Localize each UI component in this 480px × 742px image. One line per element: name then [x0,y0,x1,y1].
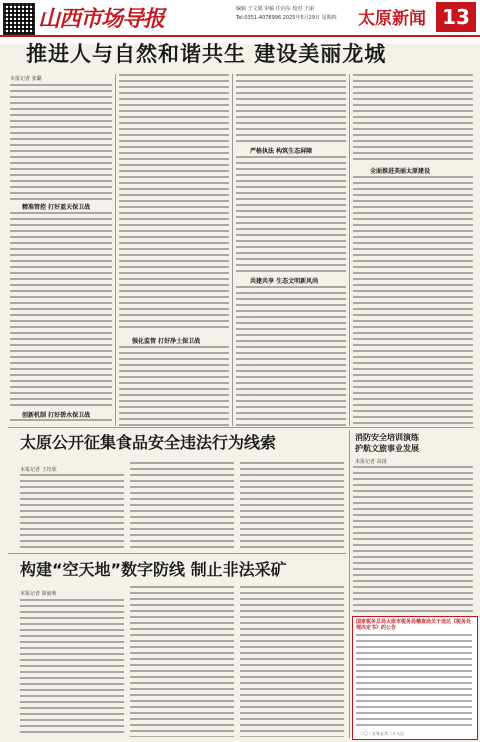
subhead-6: 全面推进美丽太原建设 [370,168,431,175]
main-text-col3-a [236,74,346,144]
main-byline: 本报记者 张璐 [10,76,42,82]
article4-headline-line1: 消防安全培训演练 [355,433,419,442]
article3-text-col1 [20,599,124,737]
article4-headline-line2: 护航文旅事业发展 [355,444,419,453]
tax-notice-text [356,634,472,728]
main-text-col2-b [119,346,229,426]
article3-headline: 构建“空天地”数字防线 制止非法采矿 [20,560,287,579]
col-rule-3 [349,74,350,426]
section-rule-2 [8,553,346,554]
main-text-col1-c [10,419,112,425]
article4-headline [355,432,419,454]
col-rule-right [349,430,350,738]
article2-text-col2 [130,462,234,550]
main-text-col2-a [119,74,229,332]
editor-line: 编辑 王文娟 审稿 任向东 校对 王丽 [236,6,314,12]
tax-notice-title: 国家税务总局太原市税务局稽查局关于送达《税务处理决定书》的公告 [356,619,472,631]
main-text-col4-a [353,74,473,164]
main-text-col3-b [236,156,346,274]
section-rule-1 [8,427,474,428]
article3-text-col2 [130,586,234,737]
main-headline: 推进人与自然和谐共生 建设美丽龙城 [26,42,387,66]
newspaper-logo: 山西市场导报 [38,6,165,32]
subhead-4: 严格执法 构筑生态屏障 [250,148,313,155]
main-text-col3-c [236,286,346,426]
article3-byline: 本报记者 简丽莉 [20,591,57,597]
subhead-5: 共建共享 生态文明新风尚 [250,278,319,285]
article2-text-col3 [240,462,344,550]
article2-byline: 本报记者 王钰欣 [20,467,57,473]
article4-text [353,466,473,612]
main-text-col4-b [353,176,473,426]
page-number: 13 [436,2,476,32]
col-rule-1 [115,74,116,426]
subhead-1: 精准管控 打好蓝天保卫战 [22,204,91,211]
phone-date-line: Tel:0351-4078996 2025年5月29日 星期四 [236,15,337,21]
article3-text-col3 [240,586,344,737]
article4-byline: 本报记者 高扬 [355,459,387,465]
header-rule [0,35,480,37]
tax-notice-date: 二〇二五年五月二十八日 [360,731,404,736]
main-text-col1-b [10,212,112,406]
main-text-col1-a [10,84,112,200]
subhead-2: 创新机制 打好碧水保卫战 [22,412,91,419]
section-name: 太原新闻 [358,9,426,29]
article2-text-col1 [20,474,124,550]
qr-code-icon [3,3,35,35]
subhead-3: 强化监管 打好净土保卫战 [132,338,201,345]
col-rule-2 [232,74,233,426]
article2-headline: 太原公开征集食品安全违法行为线索 [20,433,277,452]
